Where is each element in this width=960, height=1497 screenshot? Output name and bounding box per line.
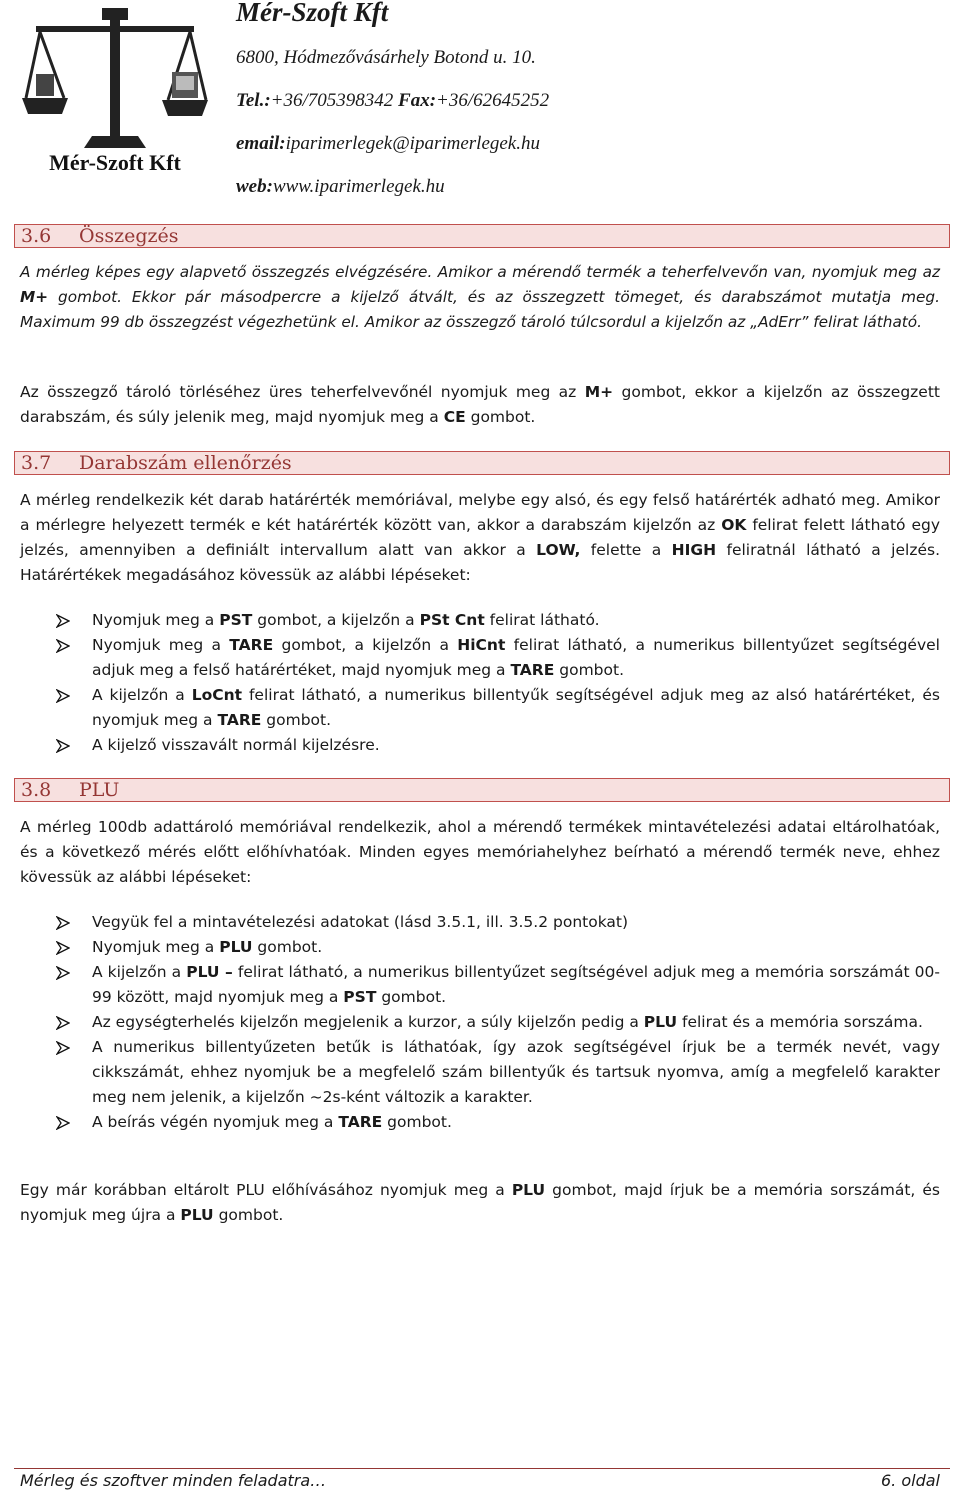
company-info — [236, 0, 549, 208]
paragraph-osszegzes-1: A mérleg képes egy alapvető összegzés elvégzésére. Amikor a mérendő termék a teherfelvevőn van, nyomjuk meg az M+ gombot. Ekkor pár másodpercre a kijelző átvált, és az összegzett tömeget, és darabszámot mutatja meg. Maximum 99 db összegzést végezhetünk el. Amikor az összegző tároló túlcsordul a kijelzőn az „AdErr” felirat látható. — [20, 263, 940, 331]
arrowhead-bullet-icon — [56, 614, 70, 628]
arrowhead-bullet-icon — [56, 639, 70, 653]
arrowhead-bullet-icon — [56, 1016, 70, 1030]
page-number: 6. oldal — [881, 1471, 940, 1490]
list-item: A beírás végén nyomjuk meg a TARE gombot. — [56, 1110, 940, 1135]
list-item: Vegyük fel a mintavételezési adatokat (lásd 3.5.1, ill. 3.5.2 pontokat) — [56, 910, 940, 935]
list-item: A numerikus billentyűzeten betűk is láthatóak, így azok segítségével írjuk be a termék nevét, vagy cikkszámát, ehhez nyomjuk be a megfelelő szám billentyűk és tartsuk nyomva, amíg a megfelelő karakter meg nem jelenik, a kijelzőn ~2s-ként változik a karakter. — [56, 1035, 940, 1110]
arrowhead-bullet-icon — [56, 941, 70, 955]
list-item: A kijelző visszavált normál kijelzésre. — [56, 733, 940, 758]
company-address: 6800, Hódmezővásárhely Botond u. 10. — [236, 47, 536, 68]
section-heading-3-8: 3.8 PLU — [14, 778, 950, 802]
footer-divider — [14, 1468, 950, 1469]
list-item: Nyomjuk meg a PST gombot, a kijelzőn a PSt Cnt felirat látható. — [56, 608, 940, 633]
company-phone-fax: Tel.:+36/705398342 Fax:+36/62645252 — [236, 90, 550, 111]
list-plu-steps — [56, 910, 940, 1135]
paragraph-osszegzes-2: Az összegző tároló törléséhez üres teherfelvevőnél nyomjuk meg az M+ gombot, ekkor a kijelzőn az összegzett darabszám, és súly jelenik meg, majd nyomjuk meg a CE gombot. — [20, 383, 940, 426]
list-item: Az egységterhelés kijelzőn megjelenik a kurzor, a súly kijelzőn pedig a PLU felirat és a memória sorszáma. — [56, 1010, 940, 1035]
footer-slogan: Mérleg és szoftver minden feladatra… — [20, 1471, 327, 1490]
list-darabszam-steps — [56, 608, 940, 758]
section-heading-3-7: 3.7 Darabszám ellenőrzés — [14, 451, 950, 475]
arrowhead-bullet-icon — [56, 916, 70, 930]
company-web[interactable]: web:www.iparimerlegek.hu — [236, 176, 445, 197]
list-item: Nyomjuk meg a TARE gombot, a kijelzőn a HiCnt felirat látható, a numerikus billentyűzet segítségével adjuk meg a felső határértéket, majd nyomjuk meg a TARE gombot. — [56, 633, 940, 683]
arrowhead-bullet-icon — [56, 689, 70, 703]
paragraph-plu-intro: A mérleg 100db adattároló memóriával rendelkezik, ahol a mérendő termékek mintavételezési adatai eltárolhatóak, és a következő mérés előtt előhívhatóak. Minden egyes memóriahelyhez beírható a mérendő termék neve, ehhez kövessük az alábbi lépéseket: — [20, 818, 940, 886]
company-name: Mér-Szoft Kft — [236, 0, 389, 27]
company-email[interactable]: email:iparimerlegek@iparimerlegek.hu — [236, 133, 540, 154]
arrowhead-bullet-icon — [56, 1041, 70, 1055]
list-item: A kijelzőn a LoCnt felirat látható, a numerikus billentyűk segítségével adjuk meg az alsó határértéket, és nyomjuk meg a TARE gombot. — [56, 683, 940, 733]
arrowhead-bullet-icon — [56, 739, 70, 753]
paragraph-darabszam: A mérleg rendelkezik két darab határérték memóriával, melybe egy alsó, és egy felső határérték adható meg. Amikor a mérlegre helyezett termék e két határérték között van, akkor a darabszám kijelzőn az OK felirat felett látható egy jelzés, amennyiben a definiált intervallum alatt van akkor a LOW, felette a HIGH feliratnál látható a jelzés. Határértékek megadásához kövessük az alábbi lépéseket: — [20, 491, 941, 584]
logo-wordmark: Mér-Szoft Kft — [49, 150, 181, 175]
company-logo — [22, 8, 208, 186]
list-item: A kijelzőn a PLU – felirat látható, a numerikus billentyűzet segítségével adjuk meg a memória sorszámát 00-99 között, majd nyomjuk meg a PST gombot. — [56, 960, 940, 1010]
section-heading-3-6: 3.6 Összegzés — [14, 224, 950, 248]
paragraph-plu-recall: Egy már korábban eltárolt PLU előhívásához nyomjuk meg a PLU gombot, majd írjuk be a memória sorszámát, és nyomjuk meg újra a PLU gombot. — [20, 1181, 941, 1224]
arrowhead-bullet-icon — [56, 1116, 70, 1130]
list-item: Nyomjuk meg a PLU gombot. — [56, 935, 940, 960]
arrowhead-bullet-icon — [56, 966, 70, 980]
